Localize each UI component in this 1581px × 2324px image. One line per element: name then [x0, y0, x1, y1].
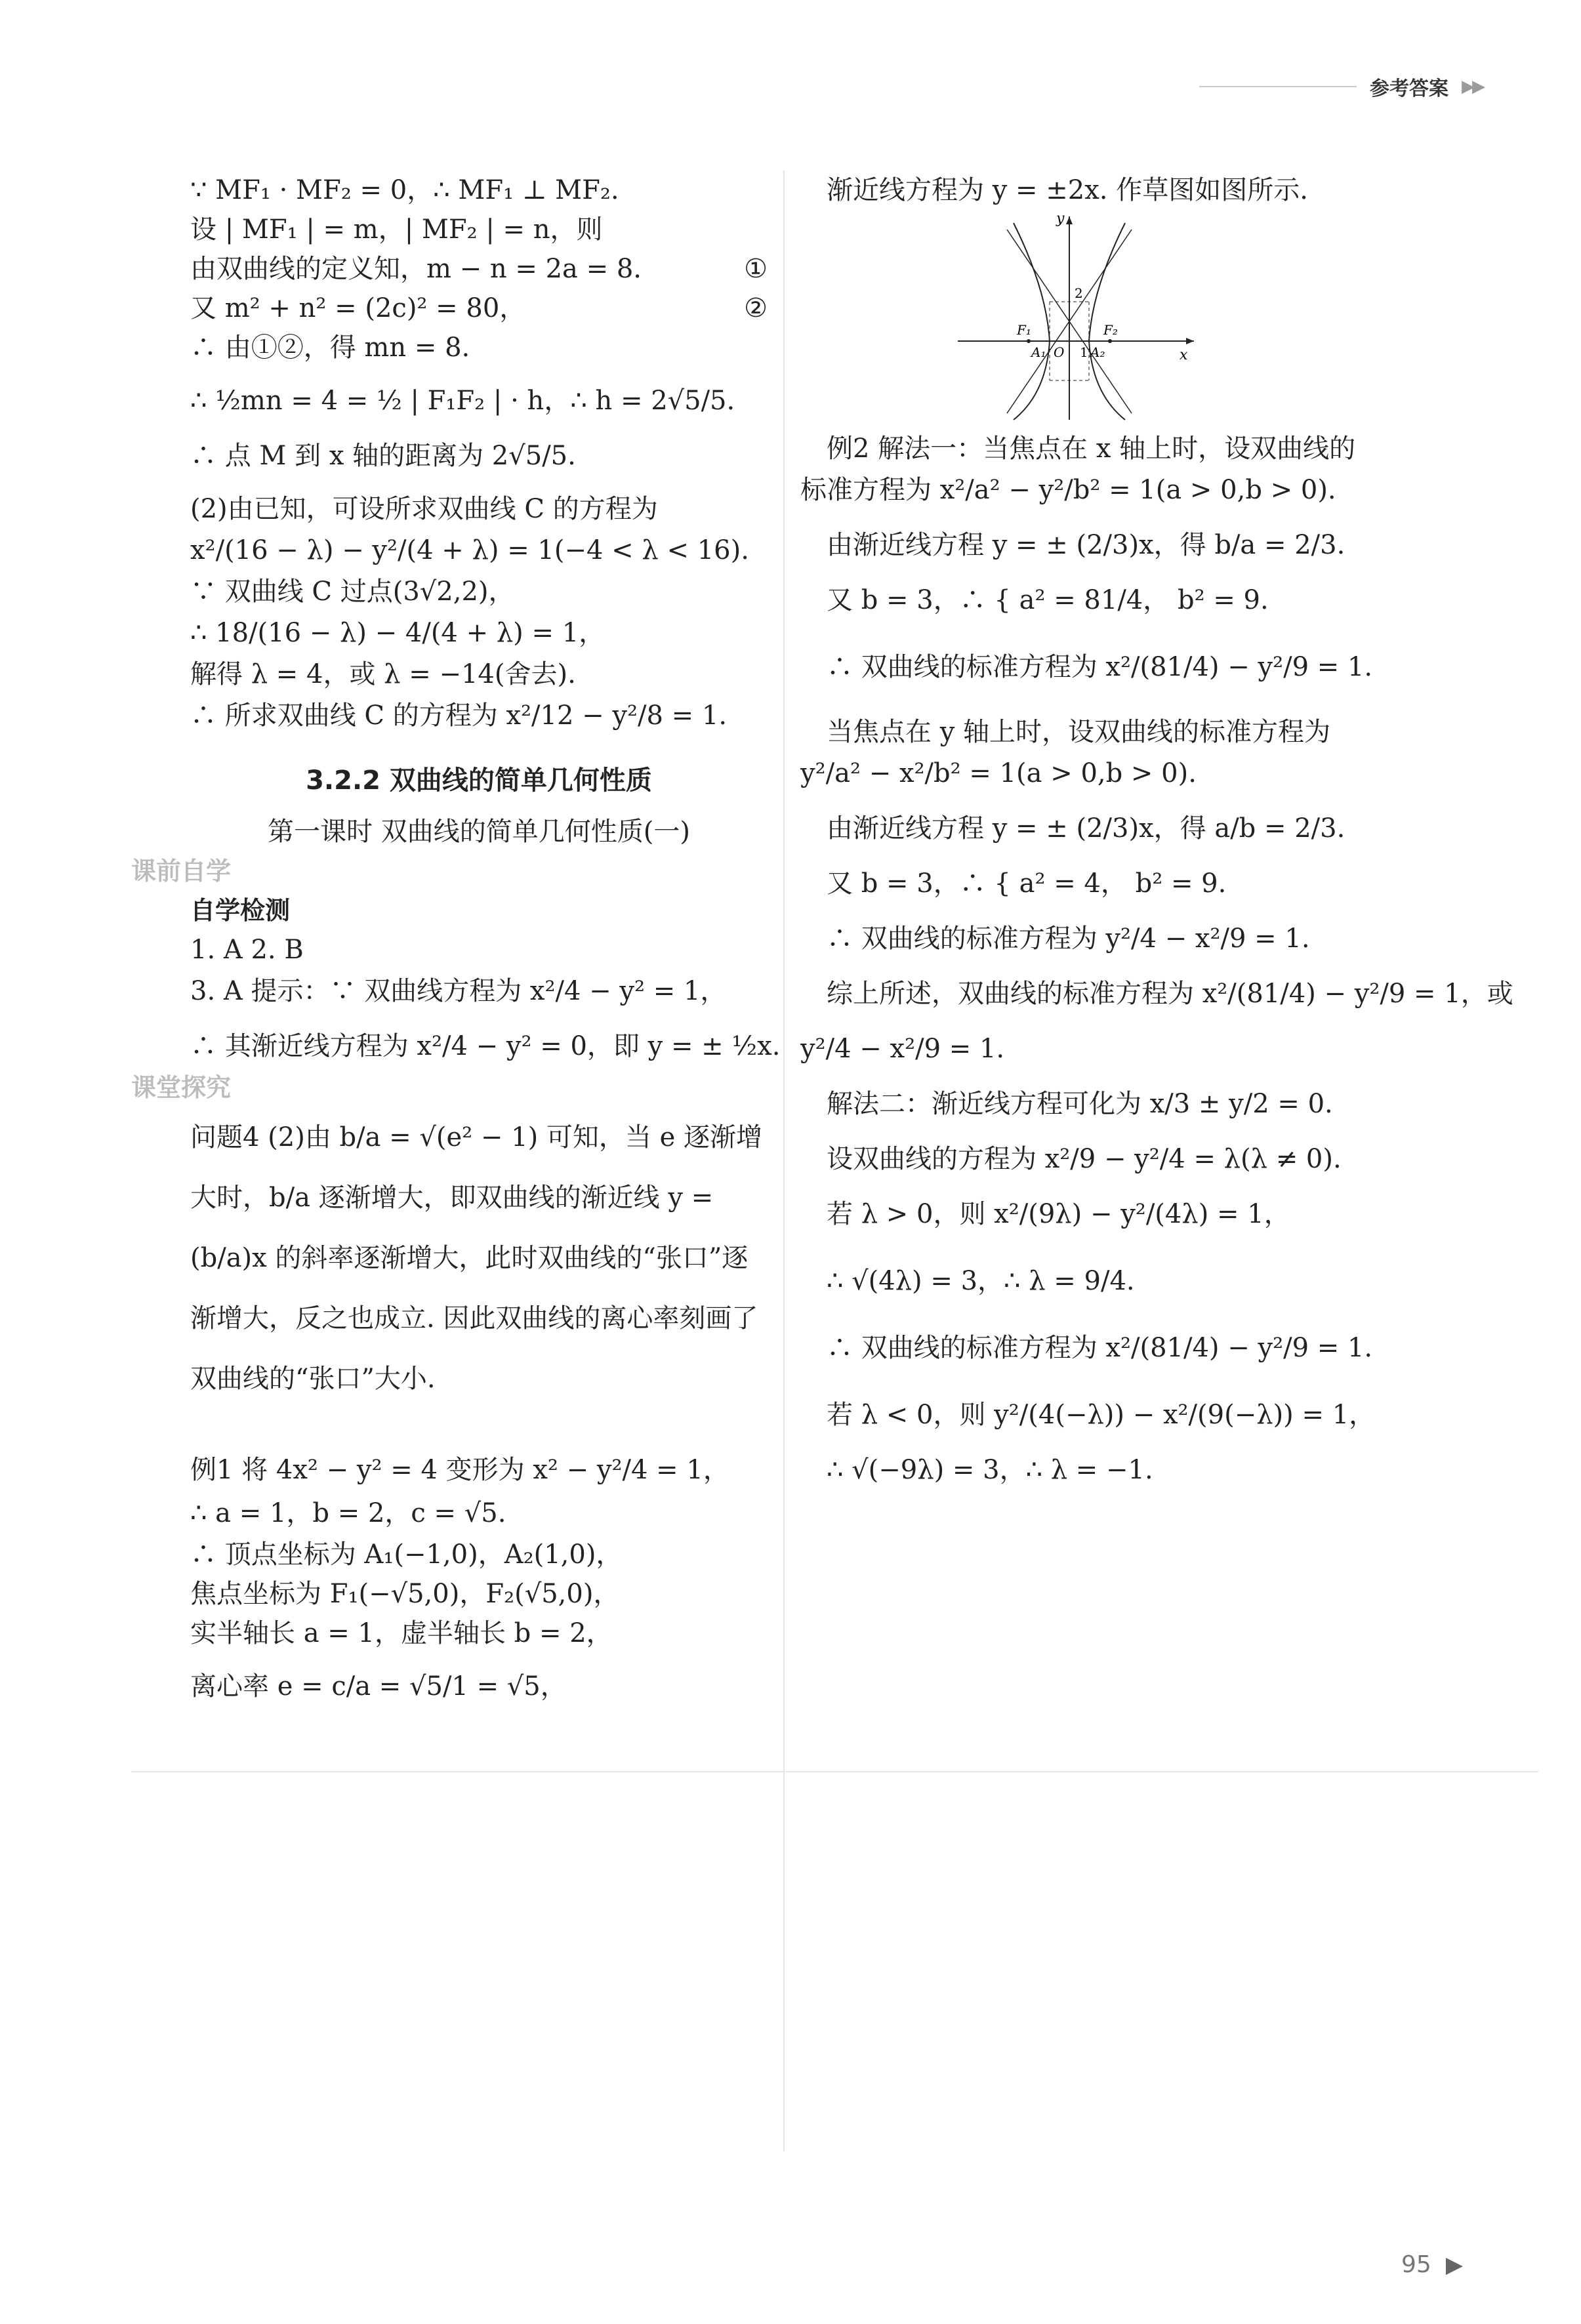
tick-label: 2: [1075, 285, 1083, 301]
text-line: ∴ 双曲线的标准方程为 y²/4 − x²/9 = 1.: [827, 924, 1310, 954]
text-line: y²/4 − x²/9 = 1.: [800, 1034, 1005, 1064]
page-footer: [1401, 2251, 1463, 2278]
hyperbola-right-branch: [1089, 223, 1125, 420]
text-line: x²/(16 − λ) − y²/(4 + λ) = 1(−4 < λ < 16).: [190, 535, 749, 565]
focus-point: [1027, 339, 1031, 343]
vertex-label-a1: A₁: [1031, 344, 1046, 360]
text-line: ∴ 由①②，得 mn = 8.: [190, 333, 470, 363]
paragraph: 问题4 (2)由 b/a = √(e² − 1) 可知，当 e 逐渐增大时，b/a 逐渐增大，即双曲线的渐近线 y = (b/a)x 的斜率逐渐增大，此时双曲线的“张口”逐渐增大，反之也成立. 因此双曲线的离心率刻画了双曲线的“张口”大小.: [190, 1122, 763, 1394]
y-axis-arrow-icon: [1066, 216, 1073, 224]
section-label-preview: 课前自学: [131, 857, 232, 886]
hyperbola-sketch: [951, 210, 1201, 426]
text-line: 焦点坐标为 F₁(−√5,0)，F₂(√5,0)，: [190, 1579, 620, 1609]
text-line: 若 λ > 0，则 x²/(9λ) − y²/(4λ) = 1，: [827, 1199, 1290, 1229]
text-line: ∴ 点 M 到 x 轴的距离为 2√5/5.: [190, 441, 576, 471]
text-line: 解法二：渐近线方程可化为 x/3 ± y/2 = 0.: [827, 1089, 1333, 1119]
text-line: 3. A 提示：∵ 双曲线方程为 x²/4 − y² = 1，: [190, 976, 727, 1006]
page-number: 95: [1401, 2251, 1431, 2278]
x-axis-label: x: [1180, 347, 1188, 363]
text-line: ∴ a = 1，b = 2，c = √5.: [190, 1498, 506, 1528]
text-line: ∴ ½mn = 4 = ½ | F₁F₂ | · h，∴ h = 2√5/5.: [190, 386, 735, 416]
hyperbola-left-branch: [1014, 223, 1050, 420]
left-column: [131, 171, 781, 1708]
header-title: 参考答案: [1370, 77, 1448, 100]
text-line: ∴ 其渐近线方程为 x²/4 − y² = 0，即 y = ± ½x.: [190, 1031, 781, 1061]
text-line: ∴ √(−9λ) = 3，∴ λ = −1.: [827, 1455, 1153, 1485]
focus-point: [1108, 339, 1112, 343]
text-line: 标准方程为 x²/a² − y²/b² = 1(a > 0,b > 0).: [800, 475, 1336, 505]
text-span: 又 m² + n² = (2c)² = 80，: [190, 293, 526, 323]
text-line: 渐近线方程为 y = ±2x. 作草图如图所示.: [827, 175, 1308, 205]
text-line: ∵ MF₁ · MF₂ = 0，∴ MF₁ ⊥ MF₂.: [190, 175, 619, 205]
text-line: 设 | MF₁ | = m，| MF₂ | = n，则: [190, 214, 603, 245]
x-axis-arrow-icon: [1186, 338, 1194, 344]
section-divider: [131, 1771, 1538, 1772]
page-header: [1199, 72, 1483, 101]
text-line: ∴ 双曲线的标准方程为 x²/(81/4) − y²/9 = 1.: [827, 652, 1373, 682]
text-line: 当焦点在 y 轴上时，设双曲线的标准方程为: [827, 717, 1331, 747]
text-line: 又 b = 3，∴ { a² = 4， b² = 9.: [827, 868, 1227, 899]
header-rule: [1199, 86, 1357, 87]
next-arrow-icon: ▶: [1445, 2251, 1463, 2278]
column-divider: [783, 171, 785, 2151]
text-line: 实半轴长 a = 1，虚半轴长 b = 2，: [190, 1618, 613, 1648]
section-label-class: 课堂探究: [131, 1073, 232, 1102]
text-line: ∴ 所求双曲线 C 的方程为 x²/12 − y²/8 = 1.: [190, 701, 728, 731]
focus-label-f1: F₁: [1017, 322, 1031, 338]
text-line: 例2 解法一：当焦点在 x 轴上时，设双曲线的: [827, 434, 1356, 464]
text-line: ∵ 双曲线 C 过点(3√2,2)，: [190, 577, 515, 607]
section-title: 3.2.2 双曲线的简单几何性质: [306, 765, 652, 796]
text-line: 1. A 2. B: [190, 935, 304, 965]
text-line: 综上所述，双曲线的标准方程为 x²/(81/4) − y²/9 = 1，或: [827, 979, 1513, 1009]
text-line: 设双曲线的方程为 x²/9 − y²/4 = λ(λ ≠ 0).: [827, 1144, 1342, 1174]
text-line: 又 b = 3，∴ { a² = 81/4， b² = 9.: [827, 585, 1269, 615]
focus-label-f2: F₂: [1103, 322, 1118, 338]
text-line: 离心率 e = c/a = √5/1 = √5，: [190, 1671, 567, 1702]
text-line: y²/a² − x²/b² = 1(a > 0,b > 0).: [800, 758, 1197, 788]
text-line: [190, 289, 768, 328]
text-line: 若 λ < 0，则 y²/(4(−λ)) − x²/(9(−λ)) = 1，: [827, 1400, 1376, 1430]
text-line: [190, 249, 768, 289]
text-line: 由渐近线方程 y = ± (2/3)x，得 b/a = 2/3.: [827, 530, 1345, 560]
text-line: ∴ 18/(16 − λ) − 4/(4 + λ) = 1，: [190, 618, 606, 648]
text-line: 由渐近线方程 y = ± (2/3)x，得 a/b = 2/3.: [827, 813, 1345, 844]
text-line: 例1 将 4x² − y² = 4 变形为 x² − y²/4 = 1，: [190, 1455, 729, 1485]
text-line: ∴ 双曲线的标准方程为 x²/(81/4) − y²/9 = 1.: [827, 1333, 1373, 1363]
vertex-label-a2: A₂: [1090, 344, 1105, 360]
text-line: ∴ √(4λ) = 3，∴ λ = 9/4.: [827, 1266, 1135, 1296]
y-axis-label: y: [1056, 211, 1065, 227]
equation-marker-1: ①: [744, 254, 768, 284]
text-line: ∴ 顶点坐标为 A₁(−1,0)，A₂(1,0)，: [190, 1539, 623, 1570]
header-arrows-icon: ▶▶: [1462, 77, 1483, 96]
right-column: [800, 171, 1513, 1492]
text-span: 由双曲线的定义知，m − n = 2a = 8.: [190, 254, 642, 284]
origin-label: O: [1054, 344, 1065, 360]
subheading: 自学检测: [190, 896, 291, 925]
text-line: (2)由已知，可设所求双曲线 C 的方程为: [190, 494, 658, 524]
lesson-title: 第一课时 双曲线的简单几何性质(一): [268, 817, 690, 847]
equation-marker-2: ②: [744, 293, 768, 323]
text-line: 解得 λ = 4，或 λ = −14(舍去).: [190, 659, 576, 689]
tick-label: 1: [1080, 344, 1088, 360]
